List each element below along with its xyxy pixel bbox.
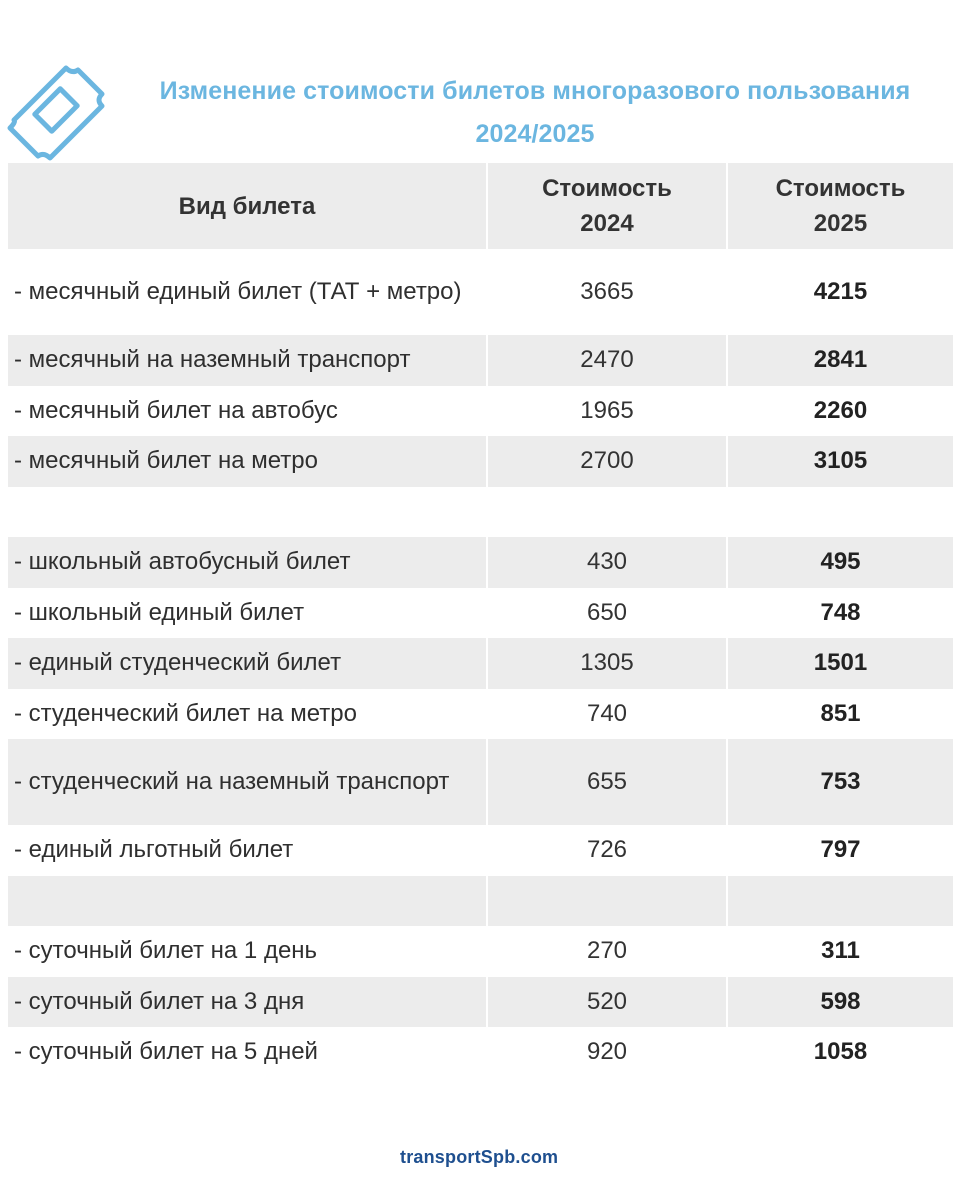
price-2024 [486,876,726,927]
price-2025: 598 [726,977,953,1028]
table-row [8,537,953,588]
ticket-name: - школьный автобусный билет [8,537,486,588]
table-row [8,335,953,386]
price-2025: 851 [726,689,953,740]
table-row [8,638,953,689]
table-row [8,1027,953,1078]
price-2024: 655 [486,739,726,825]
ticket-name: - суточный билет на 5 дней [8,1027,486,1078]
price-table [8,163,953,1078]
ticket-name: - студенческий на наземный транспорт [8,739,486,825]
price-2025: 1501 [726,638,953,689]
price-2024: 270 [486,926,726,977]
price-2024: 726 [486,825,726,876]
price-2024: 650 [486,588,726,639]
price-2024: 740 [486,689,726,740]
column-header-2024: Стоимость 2024 [486,163,726,249]
price-2024: 3665 [486,249,726,335]
ticket-name: - месячный единый билет (ТАТ + метро) [8,249,486,335]
column-header-ticket-type: Вид билета [8,163,486,249]
ticket-name: - месячный билет на автобус [8,386,486,437]
price-2024: 1305 [486,638,726,689]
table-row [8,436,953,487]
price-2024: 430 [486,537,726,588]
price-2025: 3105 [726,436,953,487]
page-title [130,70,940,156]
price-2025: 4215 [726,249,953,335]
price-2024: 2700 [486,436,726,487]
ticket-name: - суточный билет на 3 дня [8,977,486,1028]
price-2025 [726,487,953,538]
ticket-name: - единый льготный билет [8,825,486,876]
ticket-name: - студенческий билет на метро [8,689,486,740]
ticket-name [8,487,486,538]
title-line-2: 2024/2025 [475,120,595,148]
table-header-row [8,163,953,249]
price-2025: 495 [726,537,953,588]
price-2025: 753 [726,739,953,825]
price-2025: 1058 [726,1027,953,1078]
ticket-name: - месячный на наземный транспорт [8,335,486,386]
table-row-spacer [8,876,953,927]
price-2024: 920 [486,1027,726,1078]
price-2025: 2841 [726,335,953,386]
table-row [8,386,953,437]
ticket-name: - единый студенческий билет [8,638,486,689]
title-line-1: Изменение стоимости билетов многоразового пользования [159,77,911,105]
table-row [8,926,953,977]
ticket-name: - школьный единый билет [8,588,486,639]
table-row [8,739,953,825]
table-row [8,588,953,639]
table-row [8,689,953,740]
price-2024: 2470 [486,335,726,386]
price-2025: 311 [726,926,953,977]
price-2025: 797 [726,825,953,876]
ticket-name [8,876,486,927]
logo-text[interactable]: transportSpb.com [400,1147,559,1167]
table-row-spacer [8,487,953,538]
price-2024 [486,487,726,538]
price-2024: 520 [486,977,726,1028]
column-header-2025: Стоимость 2025 [726,163,953,249]
table-row [8,825,953,876]
price-2024: 1965 [486,386,726,437]
table-row [8,977,953,1028]
ticket-name: - суточный билет на 1 день [8,926,486,977]
table-row [8,249,953,335]
price-2025 [726,876,953,927]
ticket-name: - месячный билет на метро [8,436,486,487]
ticket-icon [6,62,110,162]
price-2025: 2260 [726,386,953,437]
price-2025: 748 [726,588,953,639]
